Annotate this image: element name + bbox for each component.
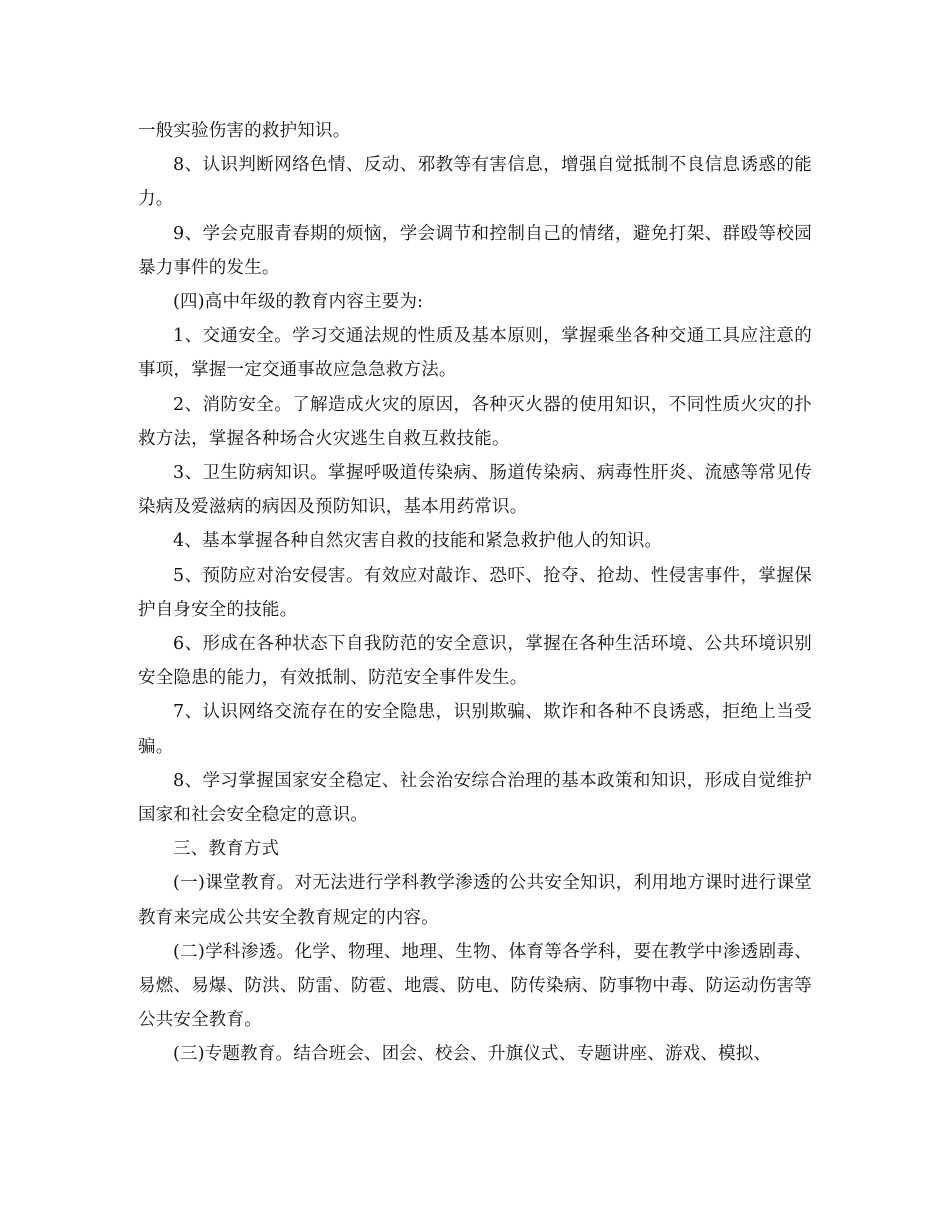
paragraph-network-safety: 7、认识网络交流存在的安全隐患，识别欺骗、欺诈和各种不良诱惑，拒绝上当受骗。 (138, 702, 812, 757)
paragraph-national-security: 8、学习掌握国家安全稳定、社会治安综合治理的基本政策和知识，形成自觉维护国家和社会安全稳定的意识。 (138, 770, 812, 826)
paragraph-classroom-education: (一)课堂教育。对无法进行学科教学渗透的公共安全知识，利用地方课时进行课堂教育来完成公共安全教育规定的内容。 (138, 873, 812, 928)
paragraph-item-9-emotion: 9、学会克服青春期的烦恼，学会调节和控制自己的情绪，避免打架、群殴等校园暴力事件的发生。 (138, 223, 812, 278)
paragraph-self-protection: 6、形成在各种状态下自我防范的安全意识，掌握在各种生活环境、公共环境识别安全隐患的能力，有效抵制、防范安全事件发生。 (138, 634, 812, 689)
paragraph-traffic-safety: 1、交通安全。学习交通法规的性质及基本原则，掌握乘坐各种交通工具应注意的事项，掌握一定交通事故应急急救方法。 (138, 326, 812, 381)
paragraph-fire-safety: 2、消防安全。了解造成火灾的原因，各种灭火器的使用知识，不同性质火灾的扑救方法，掌握各种场合火灾逃生自救互救技能。 (138, 394, 812, 449)
document-page (138, 114, 812, 1072)
paragraph-item-8-info: 8、认识判断网络色情、反动、邪教等有害信息，增强自觉抵制不良信息诱惑的能力。 (138, 155, 812, 210)
paragraph-continuation: 一般实验伤害的救护知识。 (138, 121, 351, 141)
paragraph-natural-disaster: 4、基本掌握各种自然灾害自救的技能和紧急救护他人的知识。 (173, 531, 663, 552)
section-heading-senior-high: (四)高中年级的教育内容主要为: (173, 292, 424, 313)
paragraph-disease-prevention: 3、卫生防病知识。掌握呼吸道传染病、肠道传染病、病毒性肝炎、流感等常见传染病及爱滋病的病因及预防知识，基本用药常识。 (138, 463, 812, 518)
paragraph-public-security: 5、预防应对治安侵害。有效应对敲诈、恐吓、抢夺、抢劫、性侵害事件，掌握保护自身安全的技能。 (138, 565, 812, 620)
paragraph-subject-integration: (二)学科渗透。化学、物理、地理、生物、体育等各学科，要在教学中渗透剧毒、易燃、易爆、防洪、防雷、防雹、地震、防电、防传染病、防事物中毒、防运动伤害等公共安全教育。 (138, 941, 812, 1031)
paragraph-topic-education: (三)专题教育。结合班会、团会、校会、升旗仪式、专题讲座、游戏、模拟、 (173, 1044, 772, 1065)
section-heading-education-methods: 三、教育方式 (173, 839, 280, 860)
